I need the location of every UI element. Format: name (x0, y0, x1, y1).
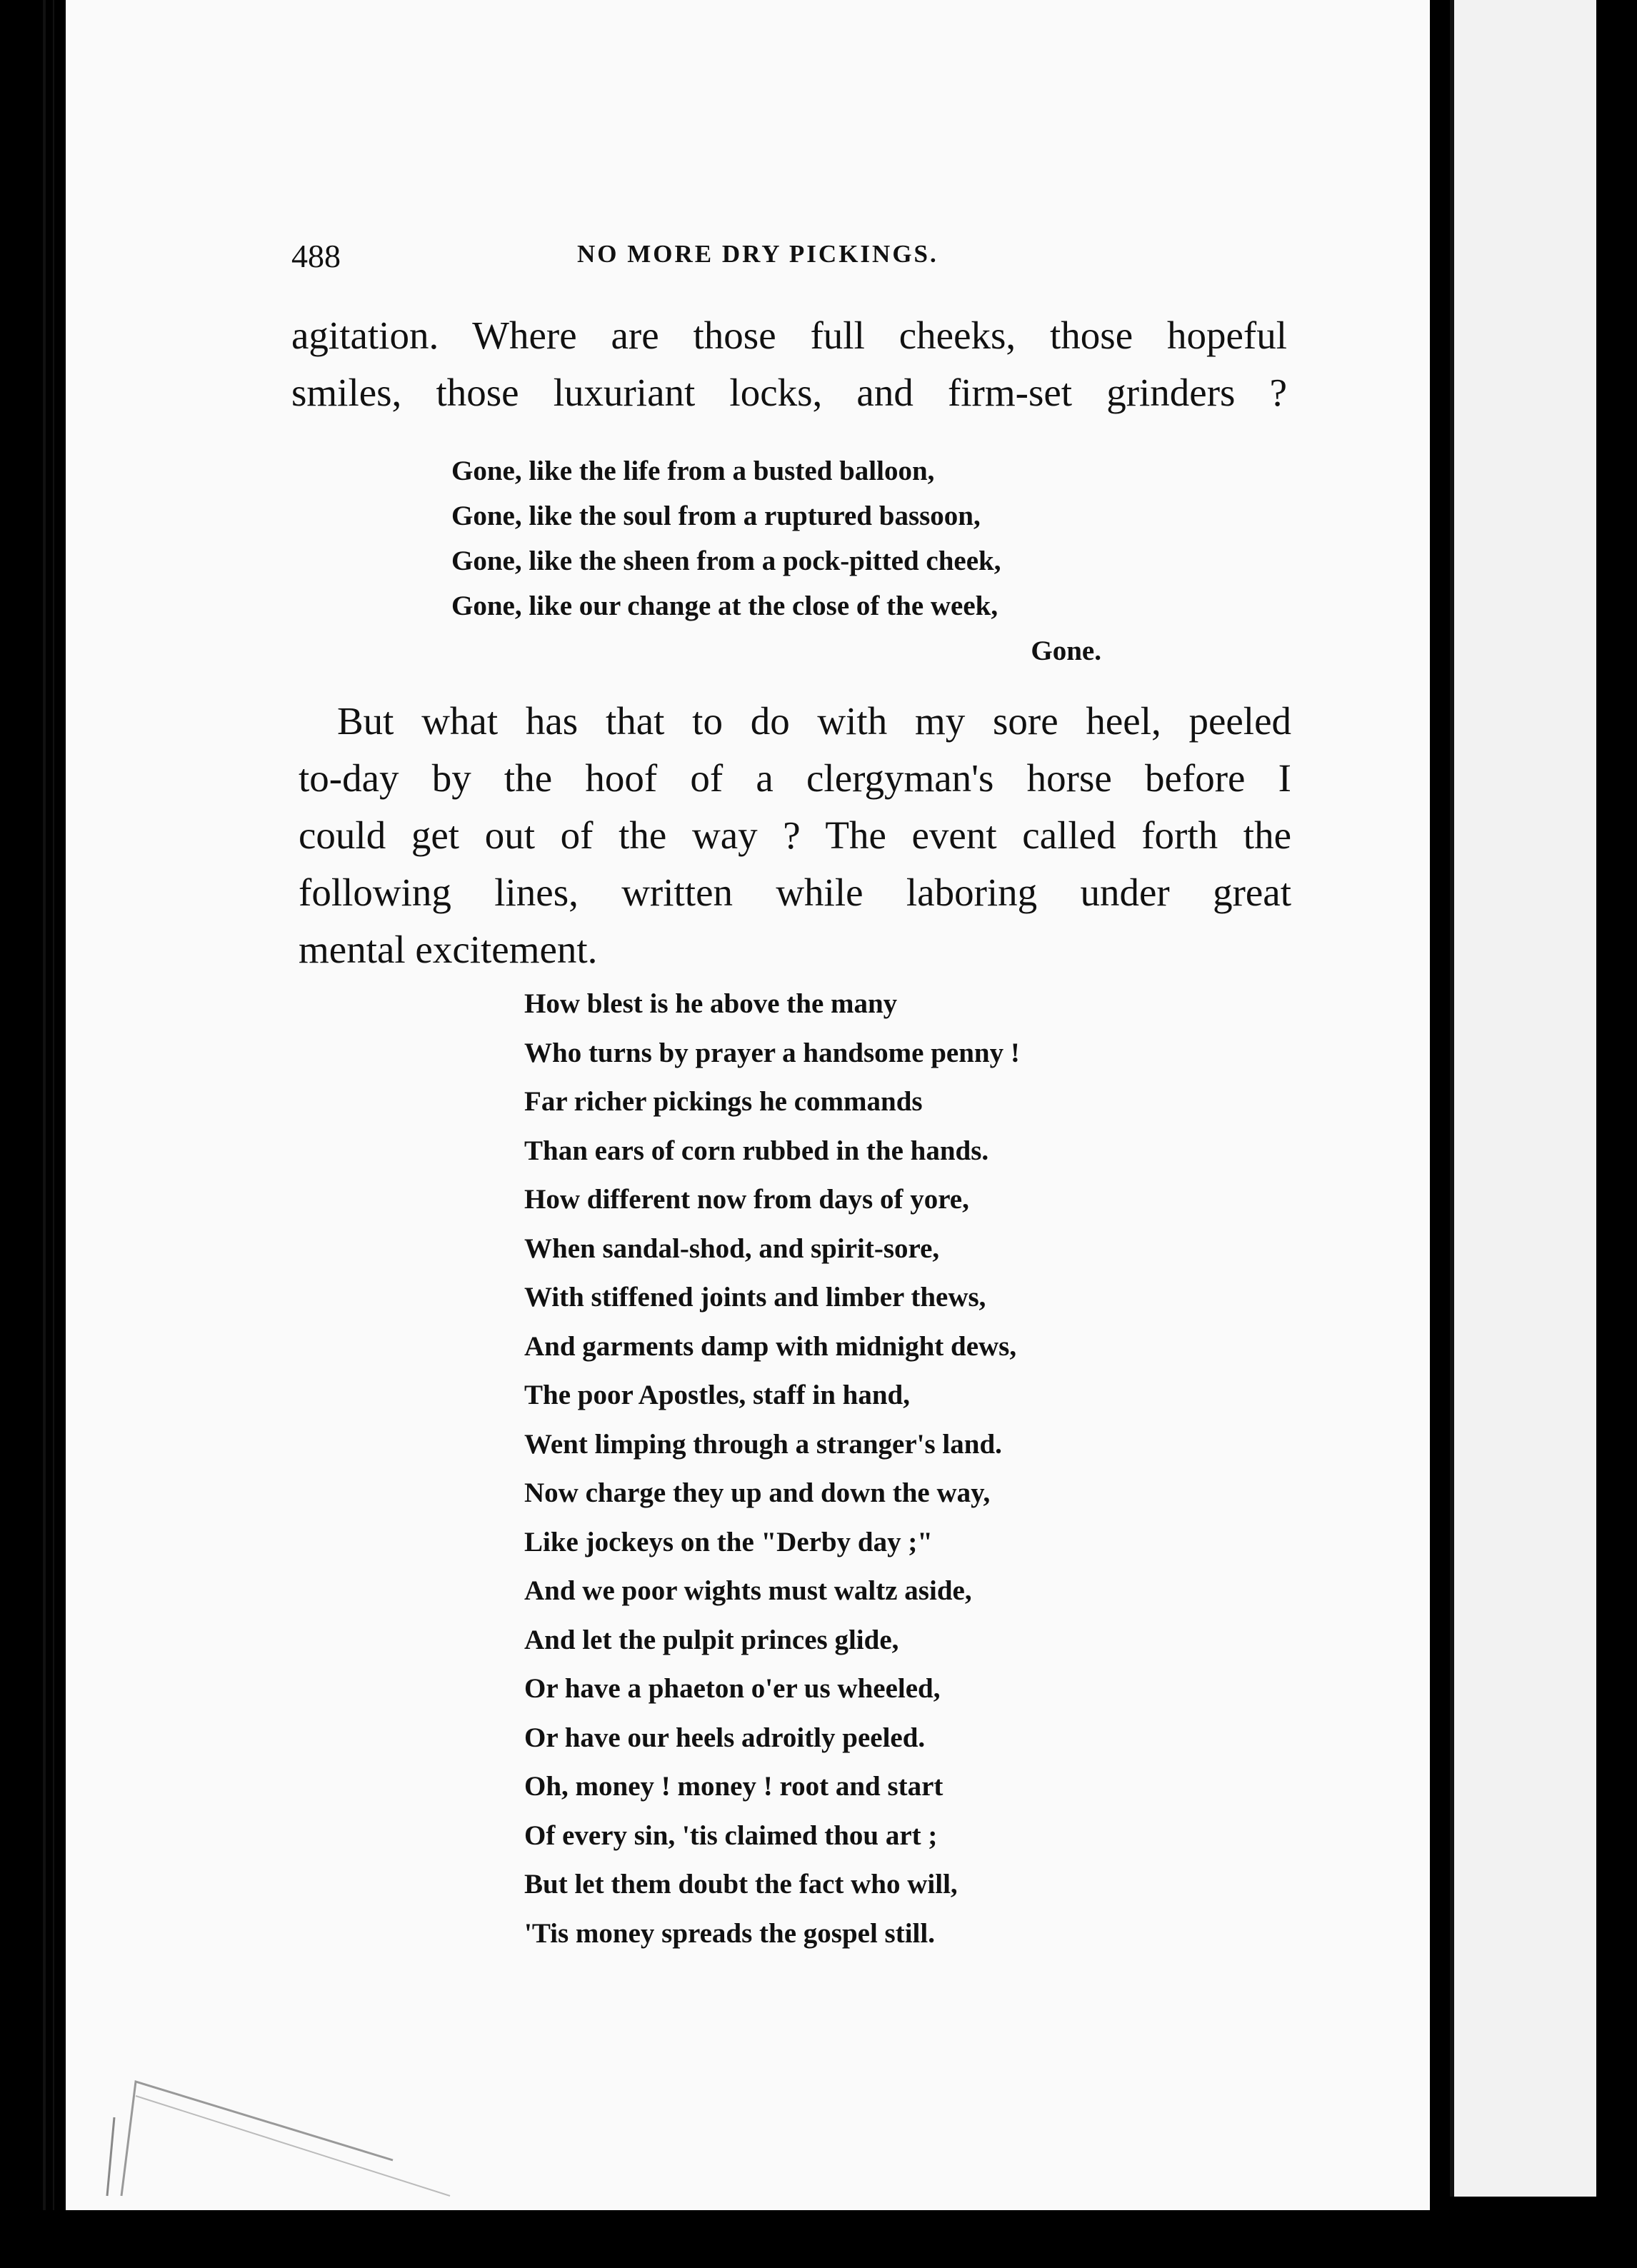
poem-line: Who turns by prayer a handsome penny ! (524, 1037, 1020, 1068)
spine-edge-line (43, 0, 46, 2210)
poem-line: And let the pulpit princes glide, (524, 1624, 899, 1655)
poem-line: 'Tis money spreads the gospel still. (524, 1917, 935, 1949)
poem-line: Oh, money ! money ! root and start (524, 1771, 943, 1802)
poem-line: Gone, like the life from a busted balloon, (451, 456, 935, 486)
poem-line: The poor Apostles, staff in hand, (524, 1380, 910, 1410)
page-header (291, 237, 1013, 280)
poem-line: Went limping through a stranger's land. (524, 1428, 1002, 1460)
poem-stanza-2 (524, 980, 1020, 1958)
poem-line: When sandal-shod, and spirit-sore, (524, 1233, 940, 1264)
poem-line: Than ears of corn rubbed in the hands. (524, 1135, 989, 1166)
paragraph-line: following lines, written while laboring under great (299, 870, 1291, 914)
gutter-line (1450, 0, 1454, 2197)
poem-line: Or have a phaeton o'er us wheeled, (524, 1673, 941, 1704)
paragraph-line: could get out of the way ? The event called forth the (299, 813, 1291, 857)
page-curl-mark (93, 2074, 464, 2203)
poem-line: Gone, like the sheen from a pock-pitted cheek, (451, 546, 1001, 576)
poem-line: Like jockeys on the "Derby day ;" (524, 1526, 933, 1557)
page-number: 488 (291, 238, 341, 274)
poem-line: Far richer pickings he commands (524, 1086, 923, 1117)
poem-line: Of every sin, 'tis claimed thou art ; (524, 1820, 938, 1851)
poem-line: Gone, like our change at the close of the week, (451, 591, 998, 621)
poem-line: Now charge they up and down the way, (524, 1477, 991, 1508)
facing-page-edge (1450, 0, 1596, 2197)
poem-line: How blest is he above the many (524, 988, 898, 1019)
poem-line: Gone, like the soul from a ruptured bassoon, (451, 501, 981, 531)
paragraph-1 (291, 307, 1287, 421)
paragraph-line: smiles, those luxuriant locks, and firm-set grinders ? (291, 371, 1287, 414)
running-head: NO MORE DRY PICKINGS. (577, 240, 938, 268)
paragraph-line: to-day by the hoof of a clergyman's horse before I (299, 756, 1291, 800)
paragraph-line: mental excitement. (299, 928, 598, 971)
paragraph-line: But what has that to do with my sore heel, peeled (337, 699, 1291, 743)
poem-line: But let them doubt the fact who will, (524, 1869, 958, 1900)
paragraph-line: agitation. Where are those full cheeks, those hopeful (291, 313, 1287, 357)
poem-line: Or have our heels adroitly peeled. (524, 1722, 926, 1753)
poem-final-word: Gone. (1031, 636, 1101, 666)
paragraph-2 (299, 693, 1291, 978)
poem-line: And garments damp with midnight dews, (524, 1330, 1017, 1362)
poem-line: How different now from days of yore, (524, 1184, 969, 1215)
poem-stanza-1 (451, 448, 1101, 673)
poem-line: With stiffened joints and limber thews, (524, 1282, 986, 1313)
poem-line: And we poor wights must waltz aside, (524, 1575, 972, 1606)
spine-edge-line-inner (53, 0, 54, 2210)
